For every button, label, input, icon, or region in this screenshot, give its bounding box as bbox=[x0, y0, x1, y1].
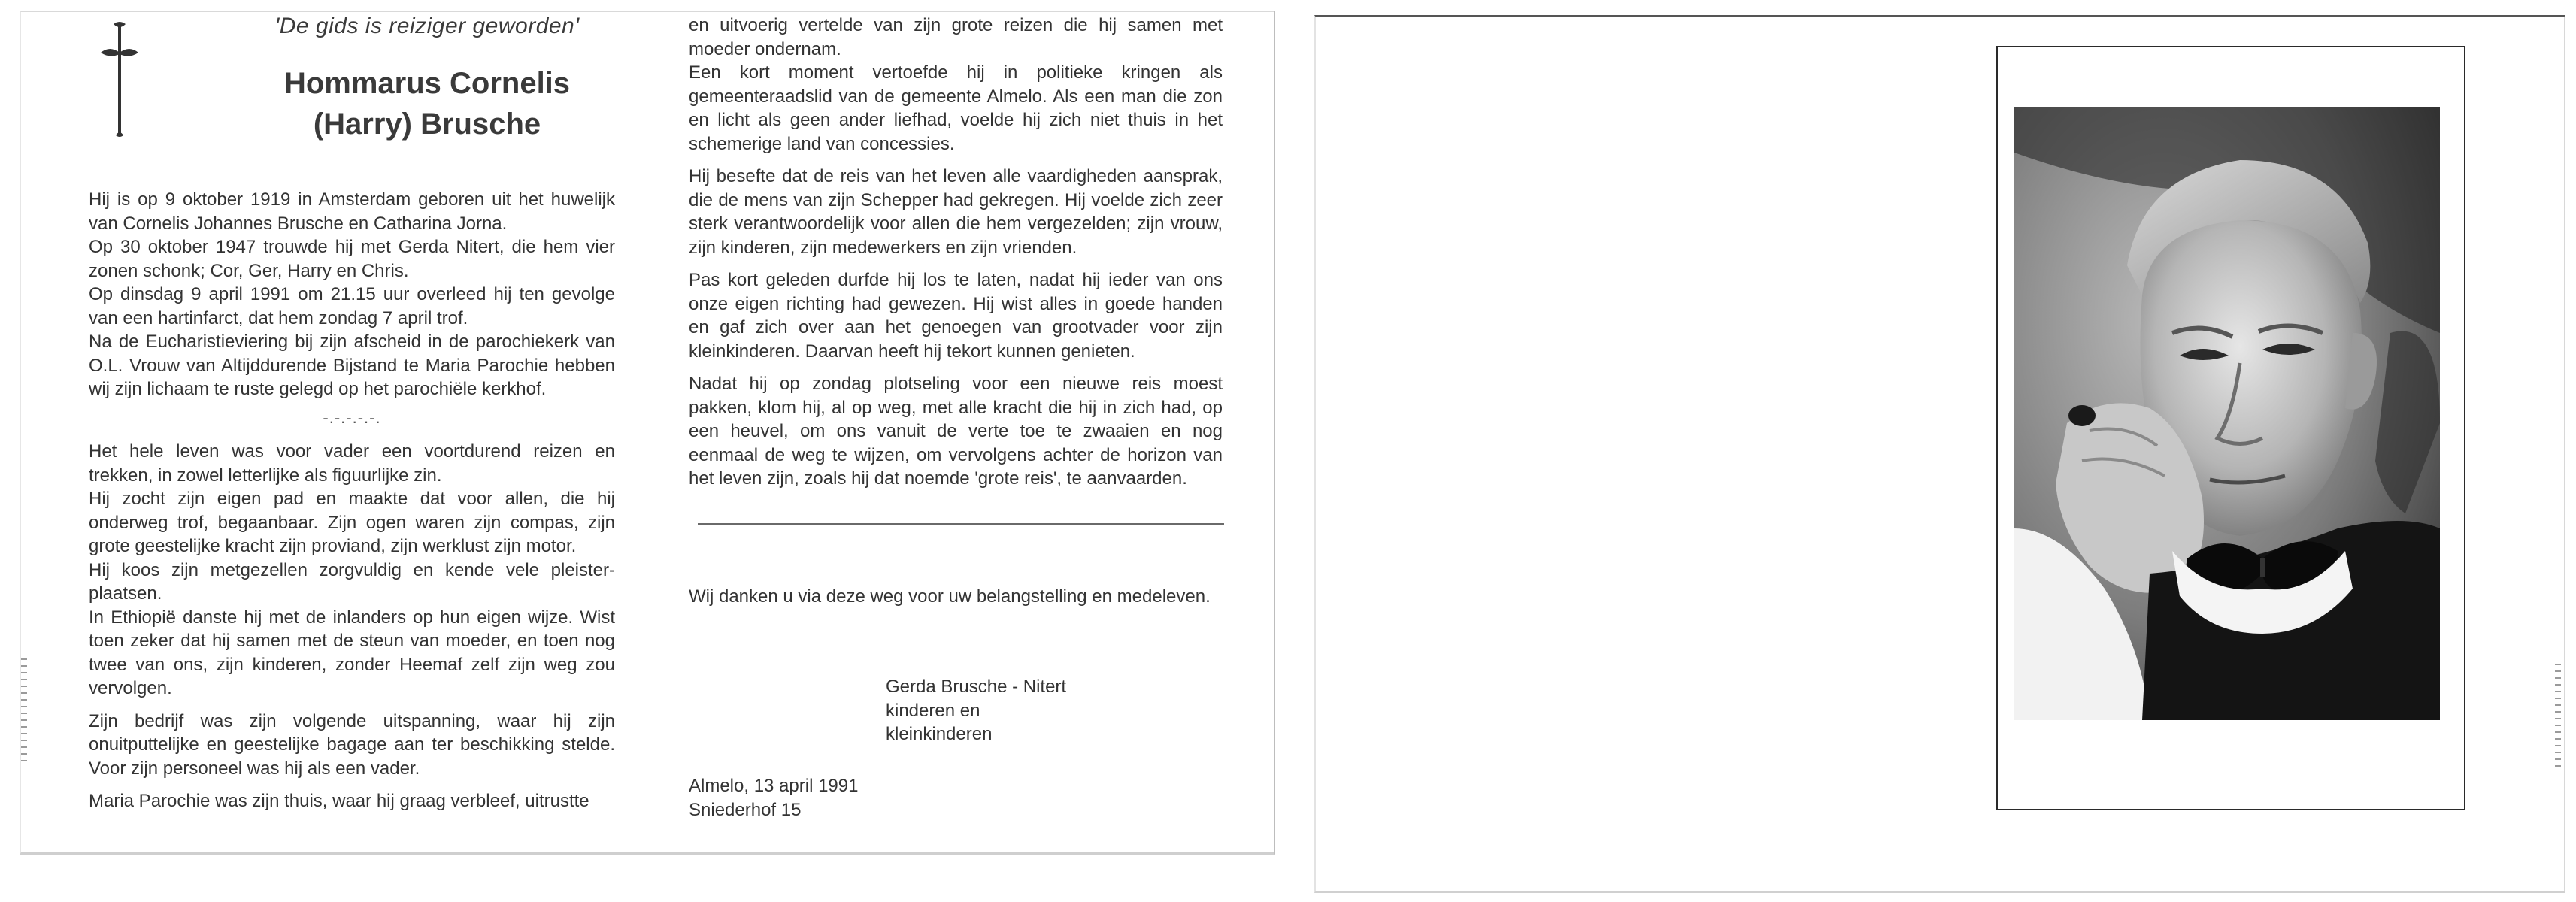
thanks-note: Wij danken u via deze weg voor uw belangstelling en medeleven. bbox=[689, 586, 1211, 607]
cross-icon bbox=[93, 20, 146, 140]
text-paragraph: Hij besefte dat de reis van het leven alle vaardigheden aansprak, die de mens van zijn Schepper had gekregen. Hij voelde zich zeer sterk verantwoordelijk voor allen die hem vergezelden; zijn vrouw, zijn kinderen, zijn medewerkers en zijn vrienden. bbox=[689, 166, 1223, 258]
bio-paragraph: Hij is op 9 oktober 1919 in Amsterdam geboren uit het huwelijk van Cornelis Johannes Brusche en Catharina Jorna. bbox=[89, 189, 615, 234]
text-paragraph: Pas kort geleden durfde hij los te laten, nadat hij ieder van ons onze eigen richting had gewezen. Hij wist alles in goede handen en gaf zich over aan het genoegen van grootvader voor zijn kleinkinderen. Daarvan heeft hij tekort kunnen genieten. bbox=[689, 270, 1223, 362]
signature-block bbox=[886, 675, 1202, 746]
bio-paragraph: Het hele leven was voor vader een voortdurend reizen en trekken, in zowel letterlijke als figuurlijke zin. bbox=[89, 441, 615, 486]
name-line-2: (Harry) Brusche bbox=[313, 107, 541, 141]
bio-paragraph: Zijn bedrijf was zijn volgende uitspanning, waar hij zijn onuitputtelijke en geestelijke bagage aan ter beschikking stelde. Voor zijn personeel was hij als een vader. bbox=[89, 710, 615, 779]
text-paragraph: en uitvoerig vertelde van zijn grote reizen die hij samen met moeder ondernam. bbox=[689, 15, 1223, 59]
place-and-date bbox=[689, 774, 1005, 822]
biography-column bbox=[89, 188, 615, 822]
bio-paragraph: Na de Eucharistieviering bij zijn afscheid in de parochiekerk van O.L. Vrouw van Altijddurende Bijstand te Maria Parochie hebben wij zijn lichaam te ruste gelegd op het parochiële kerkhof. bbox=[89, 331, 615, 399]
signature-line: Gerda Brusche - Nitert bbox=[886, 676, 1067, 697]
bio-paragraph: In Ethiopië danste hij met de inlanders op hun eigen wijze. Wist toen zeker dat hij samen met de steun van moeder, en toen nog twee van ons, zijn kinderen, zonder Heemaf zelf zijn weg zou vervolgen. bbox=[89, 607, 615, 698]
continued-text-column bbox=[689, 14, 1223, 500]
bio-paragraph: Op dinsdag 9 april 1991 om 21.15 uur overleed hij ten gevolge van een hartinfarct, dat hem zondag 7 april trof. bbox=[89, 284, 615, 328]
horizontal-rule bbox=[698, 523, 1224, 525]
photo-frame bbox=[1996, 46, 2465, 810]
signature-line: kinderen en bbox=[886, 700, 980, 721]
text-paragraph: Nadat hij op zondag plotseling voor een nieuwe reis moest pakken, klom hij, al op weg, met alle kracht die hij in zich had, op een heuvel, om ons vanuit de verte toe te zwaaien en nog eenmaal de weg te wijzen, om vervolgens achter de horizon van het leven zijn, zoals hij dat noemde 'grote reis', te aanvaarden. bbox=[689, 374, 1223, 489]
edge-marks bbox=[2555, 664, 2561, 769]
motto: 'De gids is reiziger geworden' bbox=[274, 14, 580, 38]
bio-paragraph: Maria Parochie was zijn thuis, waar hij graag verbleef, uitrustte bbox=[89, 791, 589, 811]
memorial-card-text-side bbox=[20, 11, 1275, 855]
portrait-photo bbox=[2014, 107, 2440, 720]
bio-paragraph: Hij koos zijn metgezellen zorgvuldig en kende vele pleister-plaatsen. bbox=[89, 559, 615, 604]
portrait-photo-icon bbox=[2014, 107, 2440, 720]
memorial-card-photo-side bbox=[1314, 15, 2565, 893]
signature-line: kleinkinderen bbox=[886, 724, 993, 744]
place-date-line: Sniederhof 15 bbox=[689, 799, 802, 820]
name-line-1: Hommarus Cornelis bbox=[283, 67, 571, 100]
edge-marks bbox=[21, 658, 27, 764]
bio-paragraph: Hij zocht zijn eigen pad en maakte dat voor allen, die hij onderweg trof, begaanbaar. Zijn ogen waren zijn compas, zijn grote geestelijke kracht zijn proviand, zijn werklust zijn motor. bbox=[89, 489, 615, 556]
place-date-line: Almelo, 13 april 1991 bbox=[689, 776, 859, 796]
text-paragraph: Een kort moment vertoefde hij in politieke kringen als gemeenteraadslid van de gemeente Almelo. Als een man die zon en licht als geen ander liefhad, voelde hij zich niet thuis in het schemerige land van concessies. bbox=[689, 62, 1223, 154]
bio-paragraph: Op 30 oktober 1947 trouwde hij met Gerda Nitert, die hem vier zonen schonk; Cor, Ger, Harry en Chris. bbox=[89, 237, 615, 281]
separator: -.-.-.-.-. bbox=[323, 407, 381, 427]
deceased-name bbox=[239, 63, 615, 144]
